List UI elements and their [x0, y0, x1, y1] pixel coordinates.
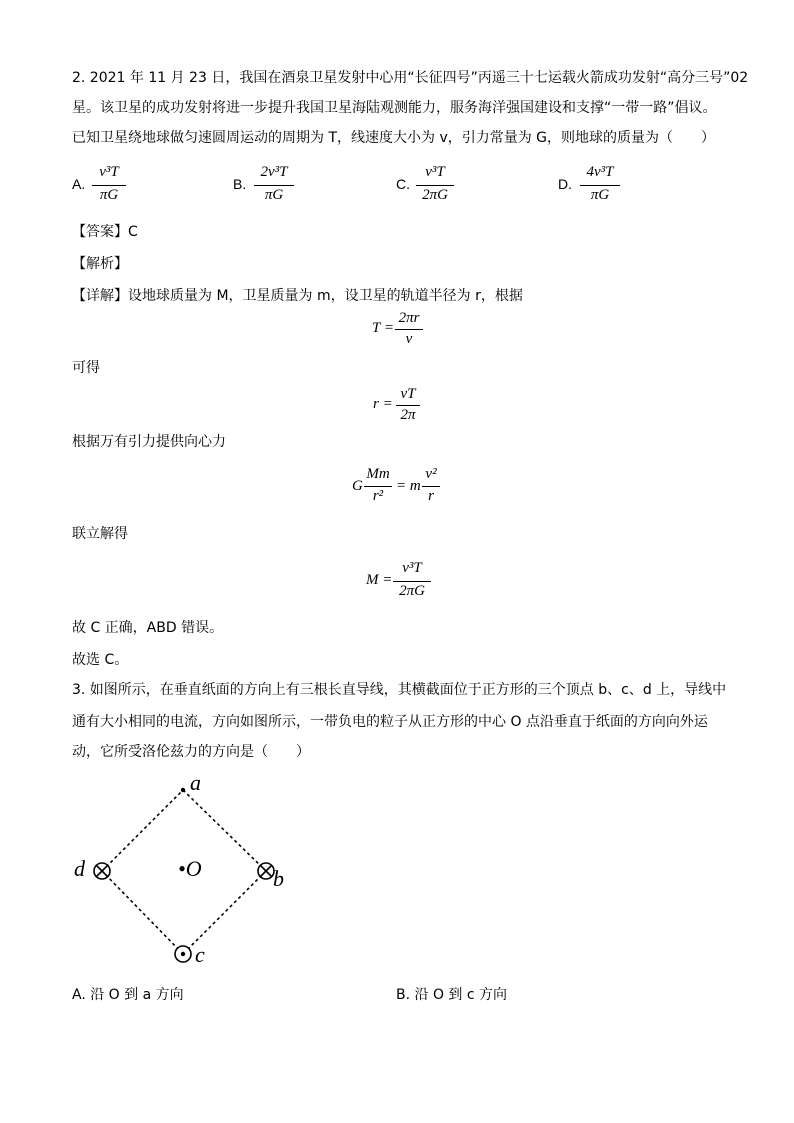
- q2-stem-line3: 已知卫星绕地球做匀速圆周运动的周期为 T，线速度大小为 v，引力常量为 G，则地球的质量为（ ）: [72, 130, 716, 146]
- fraction-denominator: 2π: [400, 407, 416, 423]
- label-b: b: [273, 866, 284, 891]
- option-label: B.: [233, 176, 247, 192]
- fraction-denominator: 2πG: [399, 583, 425, 599]
- option-label: C.: [396, 176, 410, 192]
- equation-fraction-left: [364, 466, 392, 508]
- edge-da: [102, 790, 183, 871]
- wire-c-out-icon: [175, 946, 191, 962]
- label-c: c: [195, 942, 205, 967]
- fraction-bar: [395, 329, 423, 330]
- detail-text: 【详解】设地球质量为 M，卫星质量为 m，设卫星的轨道半径为 r，根据: [72, 288, 523, 304]
- option-label: A.: [72, 176, 86, 192]
- gravity-text: 根据万有引力提供向心力: [72, 434, 226, 450]
- label-o: •O: [178, 856, 202, 881]
- fraction-denominator: πG: [99, 187, 119, 203]
- option-fraction: [254, 164, 294, 208]
- option-label: D.: [558, 176, 572, 192]
- conclusion-1: 故 C 正确，ABD 错误。: [72, 620, 224, 636]
- q3-stem-line1: 3. 如图所示，在垂直纸面的方向上有三根长直导线，其横截面位于正方形的三个顶点 b、c、d 上，导线中: [72, 682, 727, 698]
- equation-fraction-right: [422, 466, 440, 508]
- fraction-bar: [393, 581, 431, 582]
- label-d: d: [74, 856, 85, 881]
- q3-option-a[interactable]: A. 沿 O 到 a 方向: [72, 987, 184, 1003]
- fraction-numerator: v³T: [99, 164, 119, 180]
- q3-option-b[interactable]: B. 沿 O 到 c 方向: [396, 987, 508, 1003]
- fraction-denominator: r²: [372, 488, 384, 504]
- fraction-numerator: 2πr: [398, 310, 420, 326]
- option-fraction: [580, 164, 620, 208]
- label-a: a: [190, 770, 201, 795]
- q3-stem-line3: 动，它所受洛伦兹力的方向是（ ）: [72, 744, 310, 760]
- fraction-numerator: Mm: [366, 466, 390, 482]
- fraction-denominator: πG: [264, 187, 284, 203]
- fraction-numerator: vT: [400, 386, 416, 402]
- equation-fraction: [393, 560, 431, 604]
- fraction-bar: [396, 405, 420, 406]
- edge-cd: [102, 871, 183, 954]
- wire-b-into-icon: [258, 863, 274, 879]
- equation-fraction: [395, 310, 423, 350]
- option-fraction: [92, 164, 126, 208]
- q3-figure: [70, 770, 310, 970]
- q3-stem-line2: 通有大小相同的电流，方向如图所示，一带负电的粒子从正方形的中心 O 点沿垂直于纸面的方向向外运: [72, 714, 708, 730]
- equation-fraction: [396, 386, 420, 426]
- equation-lhs: M =: [366, 572, 393, 588]
- equation-lhs: T =: [372, 320, 394, 336]
- fraction-numerator: v²: [425, 466, 437, 482]
- equation-lhs: r =: [373, 396, 393, 412]
- fraction-bar: [422, 486, 440, 487]
- equation-mid: = m: [396, 478, 421, 494]
- equation-g: G: [352, 478, 363, 494]
- q2-stem-line2: 星。该卫星的成功发射将进一步提升我国卫星海陆观测能力，服务海洋强国建设和支撑“一带一路”倡议。: [72, 100, 717, 116]
- fraction-denominator: πG: [590, 187, 610, 203]
- option-fraction: [416, 164, 454, 208]
- fraction-bar: [364, 486, 392, 487]
- answer-tag: 【答案】C: [72, 224, 138, 240]
- fraction-numerator: 2v³T: [260, 164, 288, 180]
- fraction-bar: [580, 185, 620, 186]
- fraction-numerator: v³T: [425, 164, 445, 180]
- kede-text: 可得: [72, 360, 100, 376]
- vertex-a-dot: [181, 788, 185, 792]
- lianli-text: 联立解得: [72, 526, 128, 542]
- fraction-denominator: 2πG: [422, 187, 448, 203]
- fraction-bar: [416, 185, 454, 186]
- fraction-denominator: v: [405, 331, 413, 347]
- fraction-denominator: r: [428, 488, 434, 504]
- wire-d-into-icon: [94, 863, 110, 879]
- fraction-numerator: v³T: [402, 560, 422, 576]
- fraction-bar: [92, 185, 126, 186]
- conclusion-2: 故选 C。: [72, 652, 129, 668]
- analysis-tag: 【解析】: [72, 256, 128, 272]
- fraction-numerator: 4v³T: [586, 164, 614, 180]
- fraction-bar: [254, 185, 294, 186]
- q2-stem-line1: 2. 2021 年 11 月 23 日，我国在酒泉卫星发射中心用“长征四号”丙遥三十七运载火箭成功发射“高分三号”02: [72, 70, 749, 86]
